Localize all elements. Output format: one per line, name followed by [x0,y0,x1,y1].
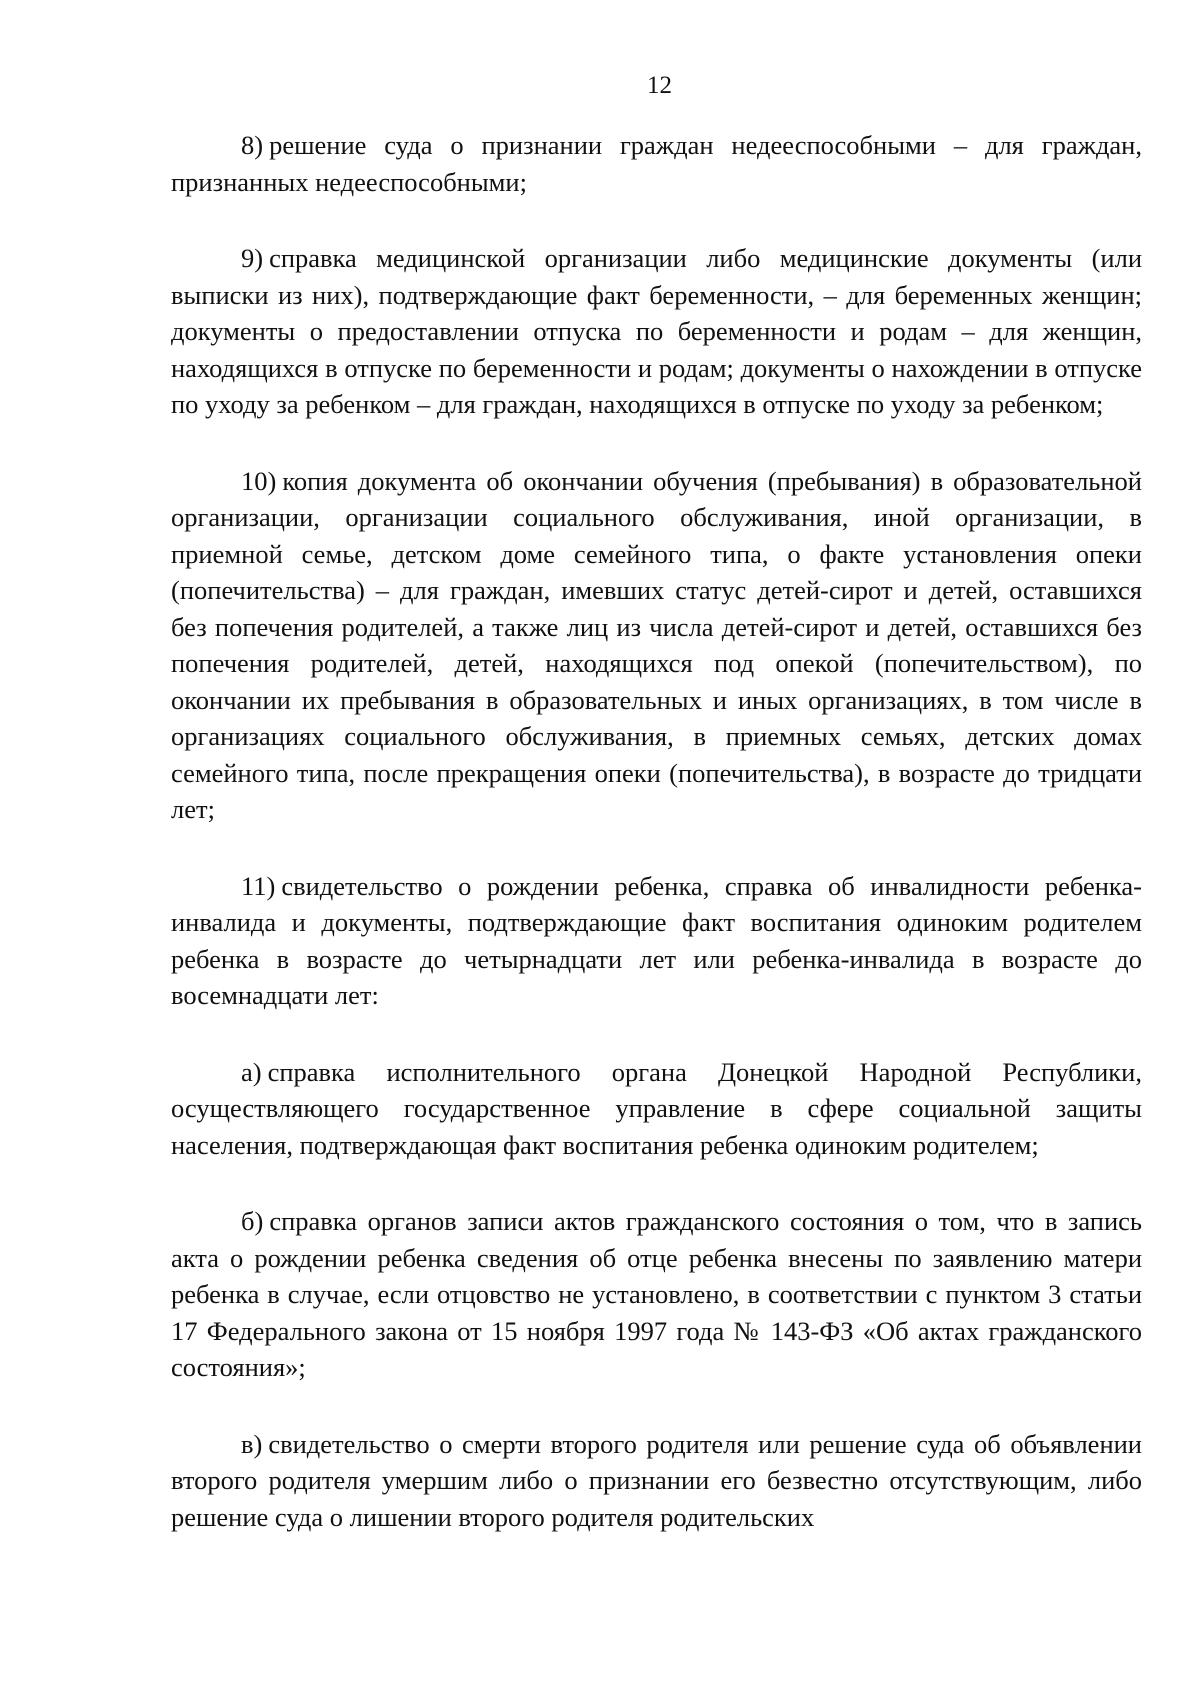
list-item-11 [171,868,1142,1014]
sub-item-a [171,1054,1142,1164]
page-number: 12 [647,72,672,99]
sub-item-b [171,1203,1142,1386]
item-marker: а) [241,1056,262,1087]
item-marker: 11) [241,870,276,901]
item-text: справка органов записи актов гражданского состояния о том, что в запись акта о рождении ребенка сведения об отце ребенка внесены по заявлению матери ребенка в случае, если отцовство не установлено, в соответствии с пунктом 3 статьи 17 Федерального закона от 15 ноября 1997 года № 143-ФЗ «Об актах гражданского состояния»; [171,1206,1142,1382]
list-item-8 [171,127,1142,200]
document-body [171,127,1142,1535]
item-text: справка исполнительного органа Донецкой Народной Республики, осуществляющего государственное управление в сфере социальной защиты населения, подтверждающая факт воспитания ребенка одиноким родителем; [171,1056,1142,1160]
item-text: справка медицинской организации либо медицинские документы (или выписки из них), подтверждающие факт беременности, – для беременных женщин; документы о предоставлении отпуска по беременности и родам – для женщин, находящихся в отпуске по беременности и родам; документы о нахождении в отпуске по уходу за ребенком – для граждан, находящихся в отпуске по уходу за ребенком; [171,243,1142,419]
item-text: решение суда о признании граждан недееспособными – для граждан, признанных недееспособными; [171,130,1142,197]
item-text: свидетельство о смерти второго родителя или решение суда об объявлении второго родителя умершим либо о признании его безвестно отсутствующим, либо решение суда о лишении второго родителя родительских [171,1428,1142,1532]
item-marker: б) [241,1206,264,1236]
item-marker: 9) [241,243,264,273]
item-text: копия документа об окончании обучения (пребывания) в образовательной организации, организации социального обслуживания, иной организации, в приемной семье, детском доме семейного типа, о факте установления опеки (попечительства) – для граждан, имевших статус детей-сирот и детей, оставшихся без попечения родителей, а также лиц из числа детей-сирот и детей, оставшихся без попечения родителей, детей, находящихся под опекой (попечительством), по окончании их пребывания в образовательных и иных организациях, в том числе в организациях социального обслуживания, в приемных семьях, детских домах семейного типа, после прекращения опеки (попечительства), в возрасте до тридцати лет; [171,465,1142,824]
list-item-9 [171,240,1142,423]
item-marker: 8) [241,130,264,160]
item-marker: в) [241,1428,263,1459]
item-text: свидетельство о рождении ребенка, справка об инвалидности ребенка-инвалида и документы, подтверждающие факт воспитания одиноким родителем ребенка в возрасте до четырнадцати лет или ребенка-инвалида в возрасте до восемнадцати лет: [171,870,1142,1010]
list-item-10 [171,463,1142,828]
sub-item-v [171,1426,1142,1536]
item-marker: 10) [241,465,277,496]
